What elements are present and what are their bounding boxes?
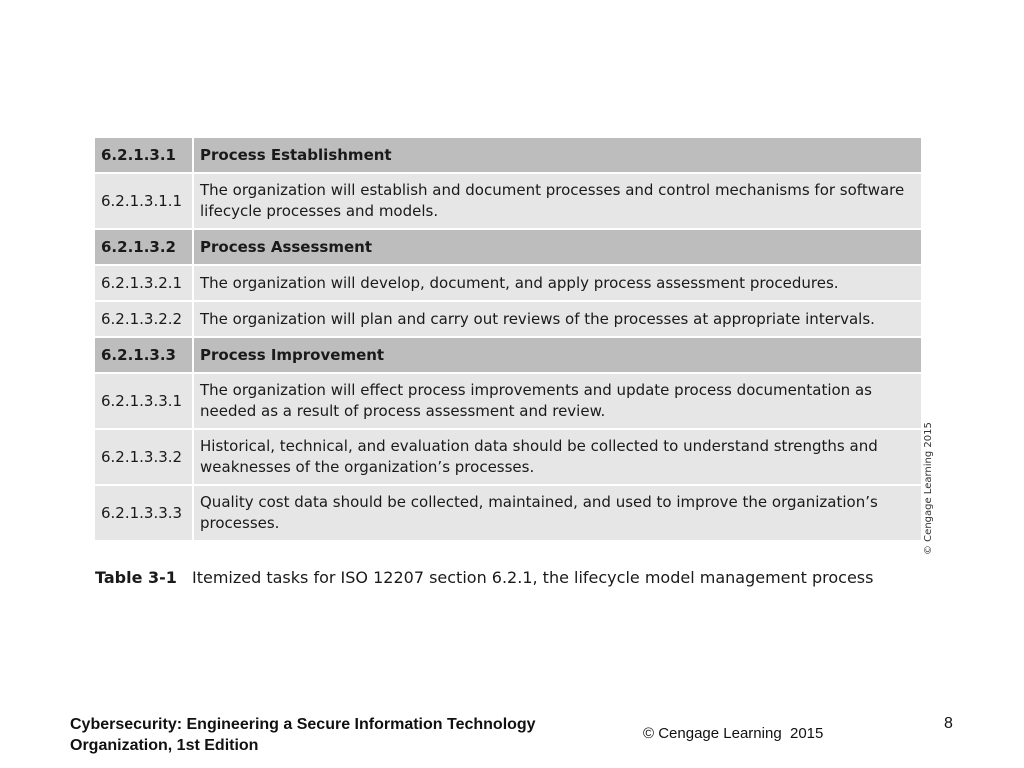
task-code: 6.2.1.3.3.2 (94, 429, 193, 485)
page-number: 8 (944, 715, 953, 732)
table-section-header (94, 137, 922, 173)
table-row (94, 485, 922, 541)
table-row (94, 265, 922, 301)
task-description: Quality cost data should be collected, maintained, and used to improve the organization’s processes. (193, 485, 922, 541)
section-title: Process Assessment (193, 229, 922, 265)
task-description: The organization will establish and document processes and control mechanisms for software lifecycle processes and models. (193, 173, 922, 229)
section-title: Process Improvement (193, 337, 922, 373)
task-code: 6.2.1.3.1.1 (94, 173, 193, 229)
task-code: 6.2.1.3.3.3 (94, 485, 193, 541)
table-row (94, 301, 922, 337)
caption-text: Itemized tasks for ISO 12207 section 6.2.1, the lifecycle model management process (192, 568, 874, 587)
task-code: 6.2.1.3.2.1 (94, 265, 193, 301)
section-code: 6.2.1.3.1 (94, 137, 193, 173)
table-row (94, 373, 922, 429)
footer-copyright: © Cengage Learning 2015 (643, 725, 824, 742)
task-description: Historical, technical, and evaluation data should be collected to understand strengths and weaknesses of the organization’s processes. (193, 429, 922, 485)
task-code: 6.2.1.3.2.2 (94, 301, 193, 337)
caption-label: Table 3-1 (95, 568, 177, 587)
footer-book-title: Cybersecurity: Engineering a Secure Information Technology Organization, 1st Edition (70, 716, 536, 754)
iso-task-table-container (93, 136, 921, 542)
table-section-header (94, 337, 922, 373)
task-code: 6.2.1.3.3.1 (94, 373, 193, 429)
table-caption (95, 568, 873, 587)
section-code: 6.2.1.3.2 (94, 229, 193, 265)
task-description: The organization will plan and carry out reviews of the processes at appropriate intervals. (193, 301, 922, 337)
task-description: The organization will develop, document, and apply process assessment procedures. (193, 265, 922, 301)
iso-task-table (93, 136, 923, 542)
task-description: The organization will effect process improvements and update process documentation as needed as a result of process assessment and review. (193, 373, 922, 429)
table-row (94, 429, 922, 485)
section-title: Process Establishment (193, 137, 922, 173)
table-row (94, 173, 922, 229)
image-credit: © Cengage Learning 2015 (923, 422, 934, 555)
section-code: 6.2.1.3.3 (94, 337, 193, 373)
table-section-header (94, 229, 922, 265)
